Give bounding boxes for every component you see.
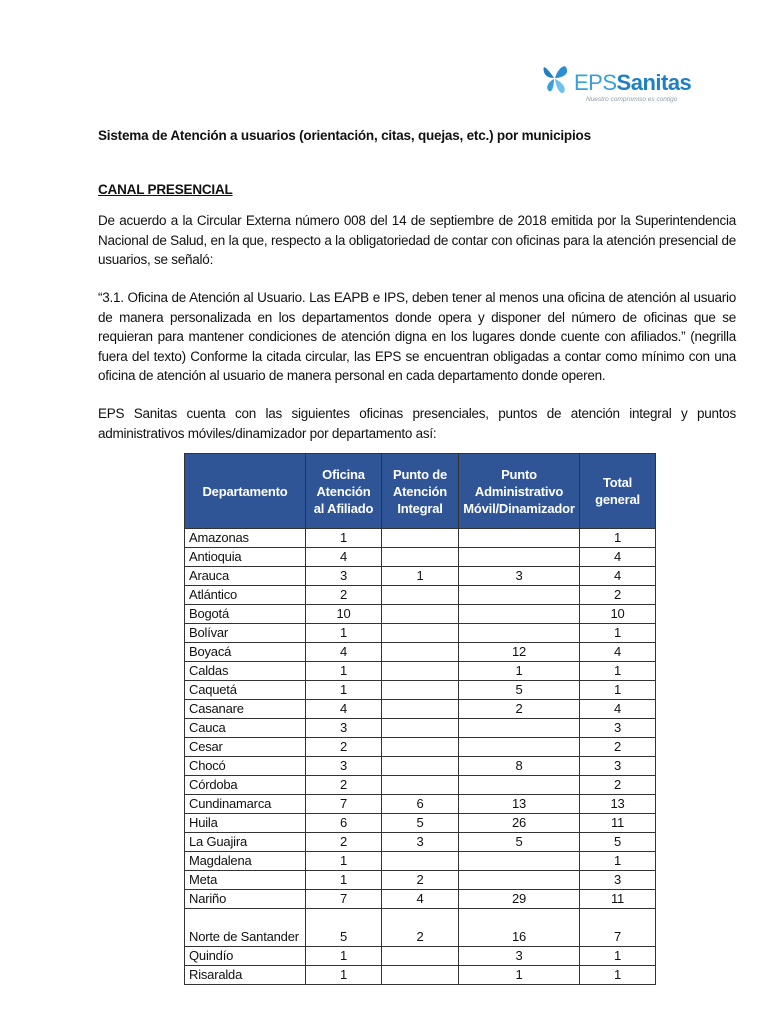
cell-total: 1 — [580, 681, 656, 700]
cell-total: 11 — [580, 890, 656, 909]
cell-total: 2 — [580, 738, 656, 757]
cell-departamento: Bogotá — [185, 605, 306, 624]
table-row — [185, 662, 656, 681]
cell-total: 1 — [580, 852, 656, 871]
cell-departamento: Amazonas — [185, 529, 306, 548]
cell-oficina: 1 — [306, 852, 382, 871]
cell-oficina: 2 — [306, 776, 382, 795]
cell-total: 4 — [580, 567, 656, 586]
table-row — [185, 757, 656, 776]
cell-total: 2 — [580, 776, 656, 795]
cell-punto-integral — [382, 605, 459, 624]
cell-departamento: Antioquia — [185, 548, 306, 567]
cell-oficina: 2 — [306, 738, 382, 757]
cell-departamento: Risaralda — [185, 966, 306, 985]
cell-departamento: Atlántico — [185, 586, 306, 605]
paragraph-quote: “3.1. Oficina de Atención al Usuario. Las EAPB e IPS, deben tener al menos una oficina de atención al usuario de manera personalizada en los departamentos donde opera y disponer del número de oficinas que se requieran para mantener condiciones de atención digna en los lugares donde cuente con afiliados.” (negrilla fuera del texto) Conforme la citada circular, las EPS se encuentran obligadas a contar como mínimo con una oficina de atención al usuario de manera personal en cada departamento donde operen. — [98, 290, 736, 383]
column-header-departamento: Departamento — [185, 454, 306, 529]
cell-punto-movil — [459, 586, 580, 605]
logo-tagline: Nuestro compromiso es contigo — [586, 96, 678, 103]
table-row — [185, 643, 656, 662]
column-header-oficina: Oficina Atención al Afiliado — [306, 454, 382, 529]
cell-oficina: 3 — [306, 567, 382, 586]
cell-punto-integral — [382, 643, 459, 662]
cell-departamento: Magdalena — [185, 852, 306, 871]
cell-oficina: 4 — [306, 700, 382, 719]
cell-punto-movil: 5 — [459, 681, 580, 700]
table-row — [185, 700, 656, 719]
cell-departamento: Boyacá — [185, 643, 306, 662]
cell-departamento: Cundinamarca — [185, 795, 306, 814]
cell-punto-movil: 3 — [459, 947, 580, 966]
cell-total: 1 — [580, 529, 656, 548]
column-header-punto-integral: Punto de Atención Integral — [382, 454, 459, 529]
cell-oficina: 1 — [306, 966, 382, 985]
table-row — [185, 852, 656, 871]
cell-total: 5 — [580, 833, 656, 852]
logo-sanitas: Sanitas — [616, 70, 692, 95]
cell-oficina: 3 — [306, 757, 382, 776]
document-title: Sistema de Atención a usuarios (orientación, citas, quejas, etc.) por municipios — [98, 128, 591, 143]
cell-total: 10 — [580, 605, 656, 624]
cell-punto-integral: 5 — [382, 814, 459, 833]
cell-departamento: Chocó — [185, 757, 306, 776]
cell-punto-integral: 2 — [382, 871, 459, 890]
cell-punto-integral — [382, 757, 459, 776]
table-body — [185, 529, 656, 985]
cell-punto-movil: 2 — [459, 700, 580, 719]
cell-total: 1 — [580, 966, 656, 985]
table-row — [185, 681, 656, 700]
cell-oficina: 7 — [306, 795, 382, 814]
table-row — [185, 548, 656, 567]
table-row — [185, 605, 656, 624]
cell-total: 7 — [580, 909, 656, 947]
section-heading: CANAL PRESENCIAL — [98, 182, 233, 197]
cell-punto-integral — [382, 586, 459, 605]
cell-total: 4 — [580, 548, 656, 567]
cell-punto-movil — [459, 624, 580, 643]
cell-oficina: 1 — [306, 662, 382, 681]
cell-punto-integral: 1 — [382, 567, 459, 586]
cell-punto-integral: 6 — [382, 795, 459, 814]
cell-punto-movil — [459, 738, 580, 757]
cell-punto-integral — [382, 662, 459, 681]
cell-total: 1 — [580, 624, 656, 643]
cell-oficina: 3 — [306, 719, 382, 738]
table-row — [185, 738, 656, 757]
cell-total: 1 — [580, 662, 656, 681]
cell-punto-integral: 4 — [382, 890, 459, 909]
cell-punto-movil: 5 — [459, 833, 580, 852]
cell-punto-movil — [459, 852, 580, 871]
cell-punto-movil: 26 — [459, 814, 580, 833]
table-row — [185, 586, 656, 605]
eps-sanitas-logo — [540, 60, 692, 110]
cell-punto-movil: 8 — [459, 757, 580, 776]
cell-departamento: Caquetá — [185, 681, 306, 700]
table-row — [185, 795, 656, 814]
cell-punto-movil: 29 — [459, 890, 580, 909]
cell-punto-integral — [382, 548, 459, 567]
cell-punto-integral — [382, 776, 459, 795]
cell-punto-movil — [459, 871, 580, 890]
cell-departamento: Casanare — [185, 700, 306, 719]
cell-punto-movil — [459, 605, 580, 624]
cell-departamento: Cesar — [185, 738, 306, 757]
cell-punto-movil — [459, 529, 580, 548]
cell-departamento: Córdoba — [185, 776, 306, 795]
cell-departamento: Quindío — [185, 947, 306, 966]
table-row — [185, 776, 656, 795]
logo-wordmark — [574, 70, 691, 96]
cell-punto-movil — [459, 776, 580, 795]
table-header-row — [185, 454, 656, 529]
cell-total: 13 — [580, 795, 656, 814]
cell-punto-integral — [382, 681, 459, 700]
butterfly-logo-icon — [540, 62, 570, 96]
cell-punto-movil: 1 — [459, 966, 580, 985]
cell-oficina: 1 — [306, 871, 382, 890]
cell-departamento: Norte de Santander — [185, 909, 306, 947]
cell-total: 1 — [580, 947, 656, 966]
cell-total: 2 — [580, 586, 656, 605]
cell-oficina: 1 — [306, 681, 382, 700]
cell-punto-integral — [382, 852, 459, 871]
cell-oficina: 1 — [306, 624, 382, 643]
cell-punto-integral — [382, 738, 459, 757]
column-header-total: Total general — [580, 454, 656, 529]
logo-eps: EPS — [574, 70, 617, 95]
cell-punto-integral: 3 — [382, 833, 459, 852]
cell-oficina: 2 — [306, 586, 382, 605]
cell-punto-movil: 12 — [459, 643, 580, 662]
cell-departamento: Cauca — [185, 719, 306, 738]
cell-total: 4 — [580, 700, 656, 719]
cell-departamento: Caldas — [185, 662, 306, 681]
cell-punto-movil: 16 — [459, 909, 580, 947]
cell-departamento: Huila — [185, 814, 306, 833]
cell-punto-movil: 3 — [459, 567, 580, 586]
paragraph-intro-table: EPS Sanitas cuenta con las siguientes oficinas presenciales, puntos de atención integral y puntos administrativos móviles/dinamizador por departamento así: — [98, 406, 736, 441]
cell-punto-integral — [382, 700, 459, 719]
table-row — [185, 624, 656, 643]
paragraph-circular: De acuerdo a la Circular Externa número 008 del 14 de septiembre de 2018 emitida por la Superintendencia Nacional de Salud, en la que, respecto a la obligatoriedad de contar con oficinas para la atención presencial de usuarios, se señaló: — [98, 213, 736, 267]
table-row — [185, 890, 656, 909]
cell-total: 11 — [580, 814, 656, 833]
cell-departamento: Bolívar — [185, 624, 306, 643]
table-row — [185, 966, 656, 985]
table-row — [185, 719, 656, 738]
offices-table — [184, 453, 656, 985]
cell-departamento: Arauca — [185, 567, 306, 586]
table-row — [185, 947, 656, 966]
cell-total: 4 — [580, 643, 656, 662]
cell-punto-integral — [382, 966, 459, 985]
cell-total: 3 — [580, 757, 656, 776]
cell-oficina: 10 — [306, 605, 382, 624]
cell-punto-movil — [459, 719, 580, 738]
cell-oficina: 5 — [306, 909, 382, 947]
cell-punto-integral: 2 — [382, 909, 459, 947]
table-row — [185, 567, 656, 586]
cell-punto-movil: 1 — [459, 662, 580, 681]
cell-departamento: Meta — [185, 871, 306, 890]
cell-total: 3 — [580, 871, 656, 890]
cell-total: 3 — [580, 719, 656, 738]
table-row — [185, 814, 656, 833]
table-row — [185, 909, 656, 947]
cell-punto-movil — [459, 548, 580, 567]
cell-oficina: 1 — [306, 947, 382, 966]
cell-punto-integral — [382, 947, 459, 966]
cell-punto-movil: 13 — [459, 795, 580, 814]
cell-oficina: 6 — [306, 814, 382, 833]
cell-departamento: Nariño — [185, 890, 306, 909]
cell-oficina: 2 — [306, 833, 382, 852]
cell-departamento: La Guajira — [185, 833, 306, 852]
cell-oficina: 4 — [306, 643, 382, 662]
cell-punto-integral — [382, 719, 459, 738]
cell-oficina: 4 — [306, 548, 382, 567]
cell-oficina: 1 — [306, 529, 382, 548]
cell-punto-integral — [382, 624, 459, 643]
cell-punto-integral — [382, 529, 459, 548]
cell-oficina: 7 — [306, 890, 382, 909]
table-row — [185, 871, 656, 890]
column-header-punto-movil: Punto Administrativo Móvil/Dinamizador — [459, 454, 580, 529]
table-row — [185, 529, 656, 548]
table-row — [185, 833, 656, 852]
